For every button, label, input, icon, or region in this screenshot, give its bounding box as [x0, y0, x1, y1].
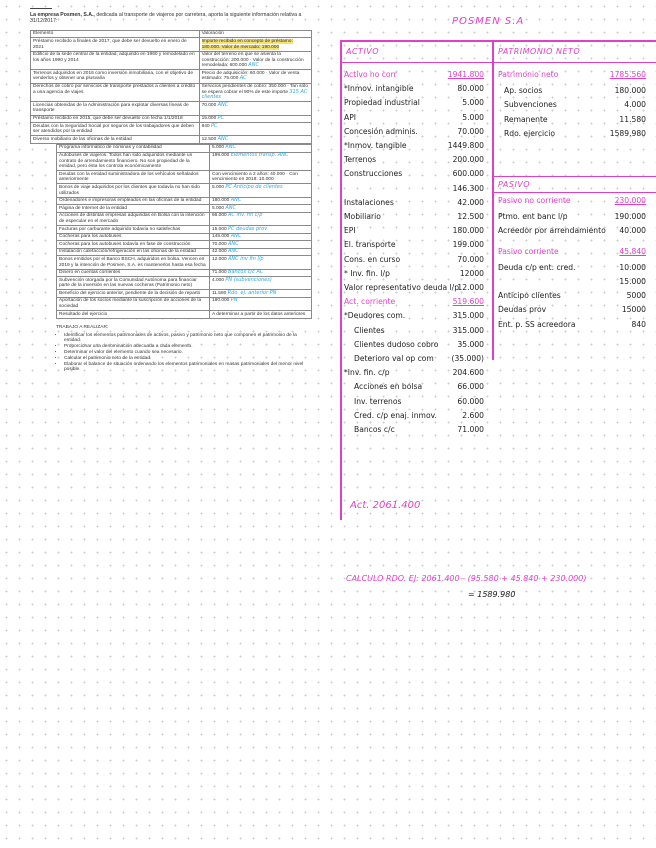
- cell-valoracion: [199, 123, 311, 136]
- handwritten-note: PN (subvenciones): [225, 276, 272, 283]
- row-label: Anticipo clientes: [498, 291, 561, 301]
- valoracion-text: 71.000: [212, 270, 227, 276]
- cell-valoracion: [199, 70, 311, 83]
- valor-deuda-row: [344, 283, 484, 294]
- handwritten-note: PC: [217, 115, 225, 122]
- handwritten-note: PC Anticipo de clientes: [225, 183, 283, 190]
- table-header-row: [31, 30, 312, 38]
- handwritten-note: Bancos c/c AC: [228, 269, 264, 276]
- inv-fin-cp-row: [344, 368, 484, 379]
- row-value: 230.000: [614, 196, 646, 205]
- balance-row: [504, 115, 646, 126]
- handwritten-note: Elementos transp. ANC: [230, 152, 289, 158]
- table-row: [57, 241, 312, 249]
- row-value: 2.600: [462, 410, 484, 420]
- valoracion-text: 12.500: [201, 136, 217, 142]
- cell-elemento: Facturas por carburante adquirido todavía no satisfechas: [57, 226, 210, 234]
- cell-valoracion: [210, 256, 312, 269]
- row-label: Act. corriente: [344, 297, 396, 307]
- table-row: [31, 83, 312, 102]
- row-value: 70.000: [457, 126, 484, 136]
- elements-table-1: [30, 30, 312, 144]
- valoracion-text: Precio de adquisición: 60.000 · Valor de venta estimado: 75.000: [201, 70, 300, 82]
- elements-table-2: [56, 144, 312, 319]
- cell-valoracion: [210, 171, 312, 184]
- cell-valoracion: [210, 205, 312, 213]
- activo-no-corriente-row: [344, 70, 484, 81]
- balance-row: [344, 226, 484, 237]
- row-value: 11.580: [619, 114, 646, 124]
- row-value: 4.000: [624, 100, 646, 110]
- pasivo-no-corriente-row: [498, 196, 646, 207]
- pn-total-row: [498, 70, 646, 81]
- handwritten-note: ANC: [225, 204, 237, 211]
- table-row: [57, 248, 312, 256]
- row-value: 840: [631, 319, 646, 329]
- row-label: Concesión adminis.: [344, 126, 418, 136]
- row-value: 12000: [459, 268, 484, 278]
- balance-row: [354, 354, 484, 365]
- row-value: 1449.800: [447, 141, 484, 150]
- valoracion-text: 145.000: [212, 234, 230, 240]
- row-value: 1589.980: [609, 128, 646, 138]
- cell-elemento: Resultado del ejercicio: [57, 311, 210, 319]
- balance-row: [498, 263, 646, 274]
- tasks-title: TRABAJO A REALIZAR:: [56, 324, 109, 330]
- intro-paragraph: [30, 12, 312, 25]
- deudores-row: [344, 311, 484, 322]
- cell-valoracion: [199, 115, 311, 123]
- handwritten-note: Rdo. ej. anterior PN: [227, 289, 277, 296]
- calculo-result: = 1589.980: [468, 590, 516, 599]
- calculo-rdo: CALCULO RDO. EJ: 2061.400 - (95.580 + 45.840 + 230.000): [346, 574, 587, 583]
- row-value: 1941.800: [447, 70, 484, 79]
- pn-header: PATRIMONIO NETO: [498, 47, 581, 56]
- row-value: 180.000: [614, 86, 646, 96]
- cell-valoracion: [199, 51, 311, 70]
- intro-text: dedicada al transporte de viajeros por carretera, aporta la siguiente información relativa a 31/12/2017:: [30, 12, 302, 25]
- valoracion-text: Valor del terreno en que se asienta la construcción: 200.000 · Valor de la construcción remodelada: 600.000: [201, 52, 304, 69]
- row-label: Clientes: [354, 325, 385, 335]
- table-row: [57, 233, 312, 241]
- row-label: Acreedor por arrendamiento: [498, 226, 606, 236]
- balance-row: [354, 340, 484, 351]
- row-value: 40.000: [619, 226, 646, 236]
- balance-row: [344, 198, 484, 209]
- cell-valoracion: [210, 184, 312, 197]
- cell-valoracion: [210, 197, 312, 205]
- balance-row: [504, 100, 646, 111]
- row-value: 204.600: [452, 368, 484, 378]
- balance-row: [344, 240, 484, 251]
- table-row: [57, 256, 312, 269]
- table-row: [57, 171, 312, 184]
- row-label: Inv. terrenos: [354, 396, 402, 406]
- valoracion-text: 12.000: [212, 256, 227, 262]
- row-label: Ptmo. ent banc l/p: [498, 212, 568, 222]
- row-label: EPI: [344, 226, 356, 236]
- cell-elemento: Instalación calefacción/refrigeración en las oficinas de la entidad: [57, 248, 210, 256]
- row-label: El. transporte: [344, 240, 396, 250]
- row-label: Mobiliario: [344, 212, 381, 221]
- row-label: *Inmov. intangible: [344, 84, 414, 94]
- table-row: [57, 212, 312, 225]
- row-value: 71.000: [457, 425, 484, 434]
- table-row: [57, 205, 312, 213]
- row-label: API: [344, 112, 357, 122]
- total-activo: Act. 2061.400: [350, 500, 421, 511]
- balance-row: [344, 184, 484, 195]
- row-label: Remanente: [504, 114, 548, 124]
- pasivo-header: PASIVO: [498, 180, 531, 189]
- activo-header: ACTIVO: [346, 47, 380, 56]
- header-valoracion: Valoración: [199, 30, 311, 38]
- row-value: 180.000: [452, 226, 484, 236]
- table-row: [57, 152, 312, 171]
- table-row: [57, 297, 312, 310]
- row-value: 66.000: [457, 382, 484, 392]
- row-value: 519.600: [452, 297, 484, 307]
- cell-valoracion: [199, 102, 311, 115]
- balance-row: [504, 86, 646, 97]
- cell-valoracion: [210, 297, 312, 310]
- row-value: 15.000: [619, 277, 646, 286]
- valoracion-text: Servicios pendientes de cobro: 350.000 · Tan sólo se espera cobrar el 90% de este importe: [201, 84, 308, 95]
- valoracion-text: 840: [201, 123, 210, 129]
- cell-valoracion: [210, 269, 312, 277]
- tasks-list: [56, 333, 312, 374]
- table-row: [31, 38, 312, 51]
- row-label: Activo no corr: [344, 70, 397, 79]
- row-label: * Inv. fin. l/p: [344, 268, 390, 278]
- table-row: [57, 277, 312, 290]
- row-label: Construcciones: [344, 169, 403, 179]
- row-label: Ap. socios: [504, 86, 543, 96]
- balance-row: [354, 326, 484, 337]
- cell-valoracion: [210, 241, 312, 249]
- table-row: [57, 290, 312, 298]
- row-value: 12.000: [457, 283, 484, 292]
- handwritten-note: ANC: [248, 62, 259, 69]
- cell-valoracion: [210, 248, 312, 256]
- valoracion-text: 5.000: [212, 184, 225, 190]
- row-value: 1785.560: [609, 70, 646, 79]
- valoracion-text: 4.000: [212, 277, 225, 283]
- task-item: • Elaborar el balance de situación ordenando los elementos patrimoniales en masas patrimoniales del menor nivel posible.: [64, 362, 312, 374]
- balance-row: [498, 277, 646, 288]
- row-value: 315.000: [452, 311, 484, 321]
- handwritten-note: ANC: [217, 101, 229, 108]
- row-label: Clientes dudoso cobro: [354, 339, 439, 349]
- balance-row: [344, 169, 484, 180]
- inv-fin-lp-row: [344, 269, 484, 280]
- balance-frame-middle: [492, 40, 494, 360]
- pasivo-header-rule: [492, 192, 656, 193]
- balance-header-rule: [340, 62, 656, 63]
- table-row: [31, 136, 312, 144]
- cell-elemento: Aportación de los socios mediante la suscripción de acciones de la sociedad: [57, 297, 210, 310]
- balance-row: [344, 155, 484, 166]
- row-label: Pasivo no corriente: [498, 196, 571, 205]
- cell-elemento: Deudas con la Seguridad Social por seguros de los trabajadores que deben ser atendidos por la entidad: [31, 123, 200, 136]
- row-label: Subvenciones: [504, 100, 557, 110]
- balance-row: [498, 291, 646, 302]
- row-value: 5.000: [462, 112, 484, 122]
- row-value: 600.000: [452, 169, 484, 179]
- task-item: • Calcular el patrimonio neto de la entidad.: [64, 356, 312, 362]
- row-label: Patrimonio neto: [498, 70, 559, 79]
- row-value: 10.000: [619, 262, 646, 272]
- cell-valoracion: [210, 144, 312, 152]
- row-value: (35.000): [451, 354, 484, 363]
- table-row: [57, 311, 312, 319]
- tasks-section: [56, 325, 312, 373]
- cell-elemento: Dinero en cuentas corrientes: [57, 269, 210, 277]
- table-row: [31, 123, 312, 136]
- cell-elemento: Subvención otorgada por la Comunidad Autónoma para financiar parte de la inversión en las nuevas cocheras (Patrimonio neto): [57, 277, 210, 290]
- valoracion-text: 199.000: [212, 153, 230, 158]
- pasivo-corriente-row: [498, 247, 646, 258]
- row-value: 200.000: [452, 155, 484, 165]
- cell-valoracion: [210, 290, 312, 298]
- cell-elemento: Acciones de distintas empresas adquiridas en Bolsa con la intención de especular en el mercado: [57, 212, 210, 225]
- row-value: 5.000: [462, 98, 484, 108]
- valoracion-text: 15.000: [201, 116, 217, 122]
- handwritten-note: PN: [230, 297, 238, 304]
- balance-row: [354, 397, 484, 408]
- valoracion-text: 70.000: [201, 102, 217, 108]
- cell-elemento: Autobuses de viajeros. Todos han sido adquiridos mediante un contrato de arrendamiento financiero. No son propiedad de la entidad, pero ésta los controla económicamente: [57, 152, 210, 171]
- balance-row: [344, 127, 484, 138]
- row-value: 5000: [626, 291, 646, 301]
- handwritten-note: ANC: [228, 248, 239, 255]
- balance-row: [498, 305, 646, 316]
- row-value: 15000: [621, 305, 646, 315]
- handwritten-note: PC: [210, 122, 218, 129]
- cell-valoracion: [210, 277, 312, 290]
- exercise-document: [30, 8, 312, 373]
- handwritten-note: AC inv. fin c/p: [228, 212, 263, 219]
- table-row: [57, 144, 312, 152]
- table-row: [31, 102, 312, 115]
- task-item: • Determinar el valor del elemento cuando sea necesario.: [64, 350, 312, 356]
- row-label: *Inmov. tangible: [344, 141, 407, 150]
- table-row: [57, 197, 312, 205]
- cell-elemento: Licencias obtenidas de la Administración para explotar diversas líneas de transporte: [31, 102, 200, 115]
- balance-row: [498, 320, 646, 331]
- handwritten-note: ANC: [230, 233, 242, 240]
- handwritten-note: ANC: [225, 144, 237, 151]
- balance-row: [354, 425, 484, 436]
- cell-elemento: Bonos emitidos por el Banco BSCH, adquiridos en bolsa. Vencen en 2019 y la intención de Posmen, S.A. es mantenerlos hasta esa fecha: [57, 256, 210, 269]
- activo-corriente-row: [344, 297, 484, 308]
- inmov-intangible-row: [344, 84, 484, 95]
- table-row: [57, 226, 312, 234]
- row-value: 146.300: [452, 183, 484, 193]
- valoracion-text: Importe recibido en concepto de préstamo: 180.000. Valor de mercado: 190.000: [201, 38, 293, 50]
- cell-elemento: Cocheras para los autobuses: [57, 233, 210, 241]
- row-value: 42.000: [457, 197, 484, 207]
- row-value: 80.000: [457, 84, 484, 94]
- row-value: 199.000: [452, 240, 484, 250]
- row-value: 190.000: [614, 212, 646, 222]
- row-label: Deuda c/p ent. cred.: [498, 262, 576, 272]
- balance-frame-top: [340, 40, 656, 42]
- handwritten-note: AC: [239, 75, 247, 82]
- row-label: Valor representativo deuda l/p: [344, 283, 460, 292]
- valoracion-text: 15.000: [212, 226, 227, 232]
- task-item: • Proporcionar una denominación adecuada a cada elemento.: [64, 344, 312, 350]
- cell-elemento: Préstamo recibido en 2015, que debe ser devuelto con fecha 1/1/2018: [31, 115, 200, 123]
- handwritten-note: 315 AC clientes: [201, 88, 308, 101]
- balance-row: [344, 212, 484, 223]
- row-value: 35.000: [457, 339, 484, 349]
- cell-elemento: Cocheras para los autobuses todavía en fase de construcción: [57, 241, 210, 249]
- valoracion-text: 70.000: [212, 241, 227, 247]
- task-item: • Identificar los elementos patrimoniales de activos, pasivo y patrimonio neto que componen el patrimonio de la entidad.: [64, 333, 312, 345]
- balance-row: [354, 411, 484, 422]
- valoracion-text: 5.000: [212, 145, 225, 151]
- cell-elemento: Programa informático de nóminas y contabilidad: [57, 144, 210, 152]
- cell-elemento: Diverso mobiliario de las oficinas de la entidad: [31, 136, 200, 144]
- inmov-tangible-row: [344, 141, 484, 152]
- row-value: 70.000: [457, 254, 484, 264]
- table-row: [31, 51, 312, 70]
- row-label: Bancos c/c: [354, 425, 395, 434]
- cell-elemento: Derechos de cobro por servicios de transporte prestados a clientes a crédito a una agencia de viajes: [31, 83, 200, 102]
- cell-valoracion: [199, 136, 311, 144]
- row-label: *Deudores com.: [344, 311, 406, 321]
- intro-company: La empresa Posmen, S.A.,: [30, 12, 95, 18]
- valoracion-text: 66.000: [212, 213, 227, 219]
- balance-row: [498, 212, 646, 223]
- handwritten-note: ANC: [217, 135, 229, 142]
- row-value: 60.000: [457, 396, 484, 406]
- valoracion-text: Con vencimiento a 2 años: 40.000 · Con vencimiento en 2018: 10.000: [212, 171, 298, 183]
- valoracion-text: 42.000: [212, 249, 227, 255]
- cell-valoracion: [210, 226, 312, 234]
- cell-elemento: Página de Internet de la entidad: [57, 205, 210, 213]
- handwritten-note: ANC: [230, 197, 242, 204]
- valoracion-text: 180.000: [212, 198, 230, 204]
- row-label: Deterioro val op com: [354, 354, 434, 363]
- row-label: Rdo. ejercicio: [504, 128, 556, 138]
- row-label: Propiedad industrial: [344, 98, 420, 108]
- balance-row: [498, 226, 646, 237]
- valoracion-text: 180.000: [212, 298, 230, 304]
- row-label: Acciones en bolsa: [354, 382, 423, 392]
- header-rule: [30, 8, 52, 9]
- balance-row: [504, 129, 646, 140]
- table-row: [57, 184, 312, 197]
- balance-frame-left: [340, 40, 342, 520]
- balance-row: [344, 255, 484, 266]
- header-elemento: Elemento: [31, 30, 200, 38]
- row-label: Deudas prov: [498, 305, 547, 315]
- cell-elemento: Ordenadores e impresoras empleados en las oficinas de la entidad: [57, 197, 210, 205]
- cell-elemento: Terrenos adquiridos en 2016 como inversión inmobiliaria, con el objetivo de venderlos y obtener una plusvalía: [31, 70, 200, 83]
- valoracion-text: 5.000: [212, 205, 225, 211]
- row-value: 12.500: [457, 212, 484, 221]
- pasivo-top-rule: [492, 176, 656, 177]
- row-value: 45.840: [619, 246, 646, 256]
- cell-valoracion: [210, 233, 312, 241]
- row-label: Terrenos: [344, 155, 377, 165]
- cell-elemento: Beneficio del ejercicio anterior, pendiente de la decisión de reparto: [57, 290, 210, 298]
- row-label: Pasivo corriente: [498, 246, 559, 256]
- balance-row: [344, 98, 484, 109]
- handwritten-note: ANC: [228, 240, 239, 247]
- table-row: [57, 269, 312, 277]
- cell-valoracion: [210, 152, 312, 171]
- balance-title: POSMEN S.A: [452, 16, 525, 27]
- cell-valoracion: [210, 212, 312, 225]
- row-label: Instalaciones: [344, 197, 394, 207]
- cell-elemento: Edificio de la sede central de la entidad, adquirido en 1960 y remodelado en los años 1990 y 2014: [31, 51, 200, 70]
- balance-row: [344, 113, 484, 124]
- row-label: Cred. c/p enaj. inmov.: [354, 410, 437, 420]
- valoracion-text: A determinar a partir de los datos anteriores: [212, 311, 306, 317]
- row-label: Ent. p. SS acreedora: [498, 319, 576, 329]
- cell-valoracion: [199, 38, 311, 51]
- cell-elemento: Bonos de viaje adquiridos por los clientes que todavía no han sido utilizados: [57, 184, 210, 197]
- cell-elemento: Préstamo recibido a finales de 2017, que debe ser devuelto en enero de 2021: [31, 38, 200, 51]
- row-label: Cons. en curso: [344, 254, 401, 264]
- handwritten-note: ANC inv fin l/p: [228, 255, 264, 262]
- table-row: [31, 115, 312, 123]
- cell-valoracion: [210, 311, 312, 319]
- cell-valoracion: [199, 83, 311, 102]
- balance-row: [354, 382, 484, 393]
- cell-elemento: Deudas con la entidad suministradora de los vehículos señalados anteriormente: [57, 171, 210, 184]
- row-value: 315.000: [452, 325, 484, 335]
- valoracion-text: 11.580: [212, 290, 227, 296]
- row-label: *Inv. fin. c/p: [344, 368, 390, 378]
- table-row: [31, 70, 312, 83]
- handwritten-note: PC deudas prov: [228, 225, 268, 232]
